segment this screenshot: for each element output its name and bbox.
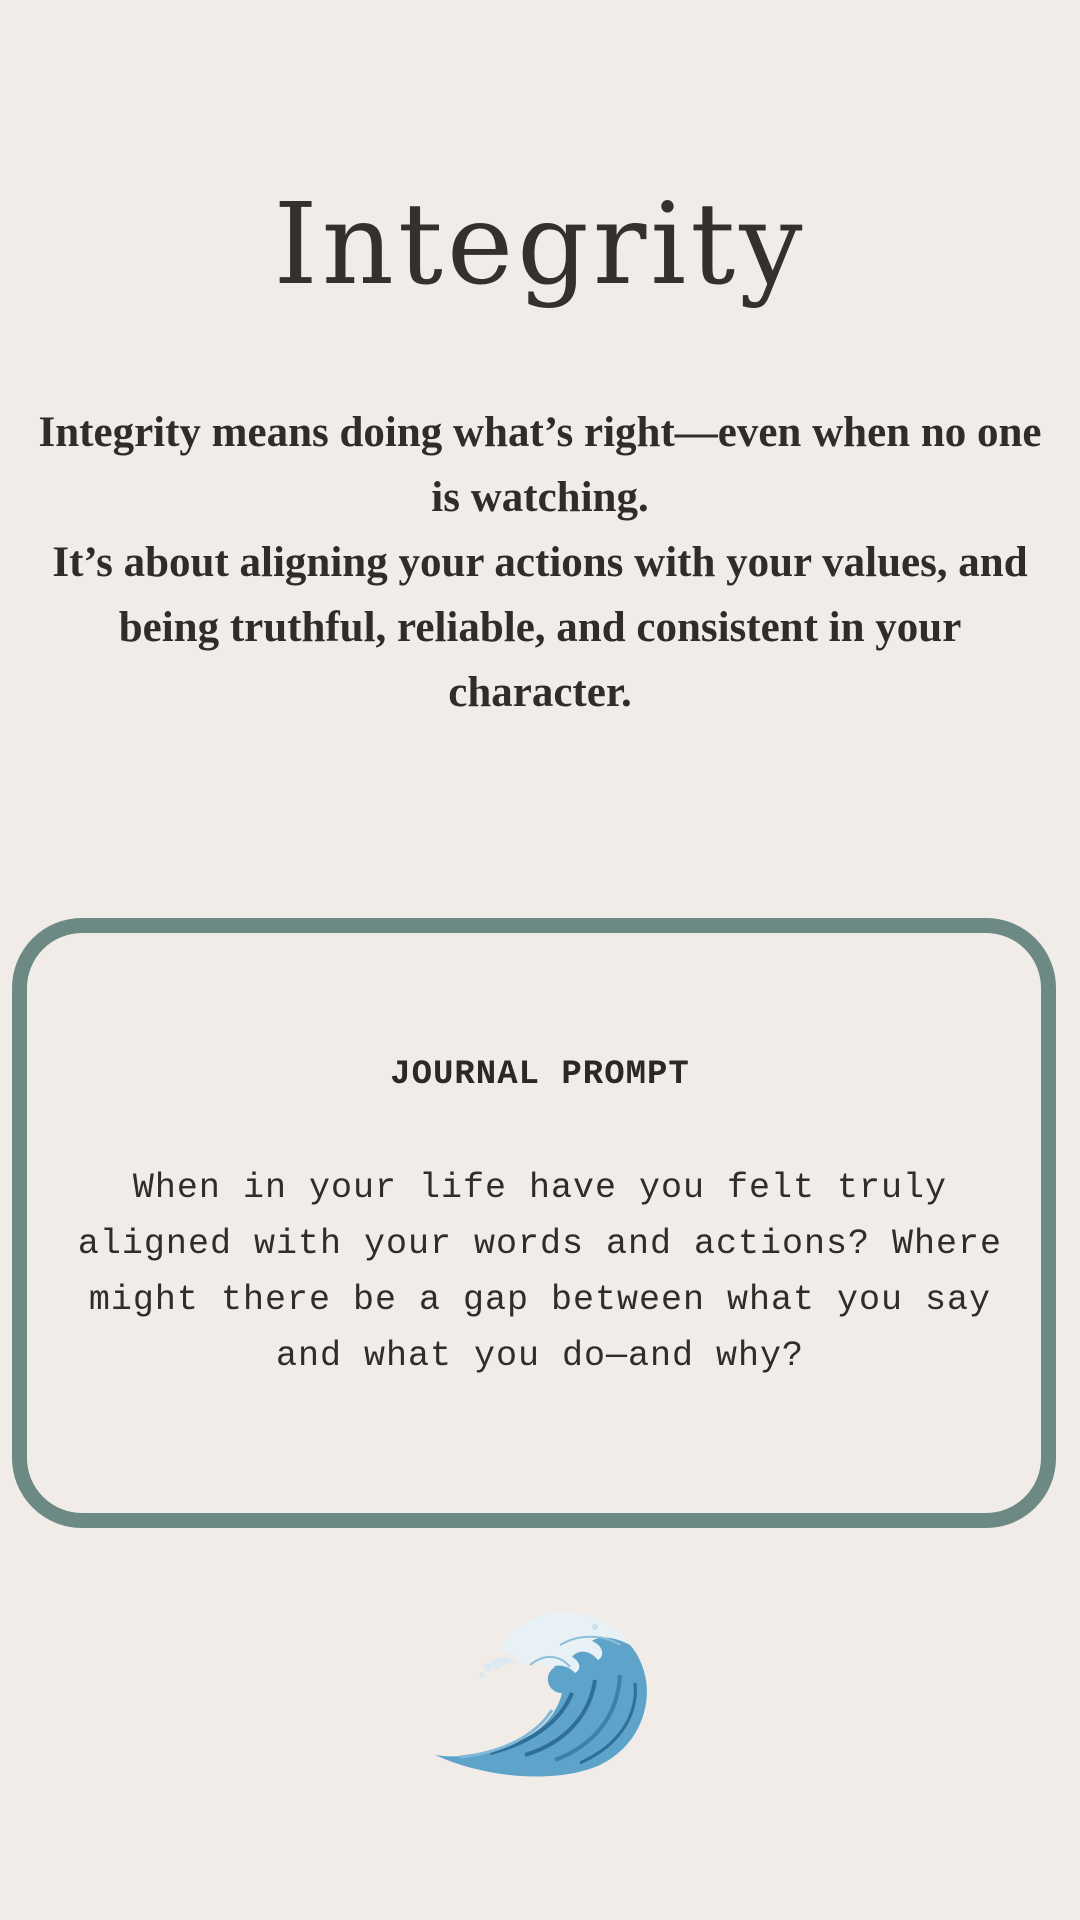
- wave-icon: [430, 1605, 650, 1785]
- journal-prompt-heading: JOURNAL PROMPT: [390, 1056, 690, 1094]
- page-title: Integrity: [273, 180, 807, 310]
- intro-line-2: It’s about aligning your actions with your values, and being truthful, reliable, and consistent in your character.: [52, 539, 1028, 716]
- intro-line-1: Integrity means doing what’s right—even when no one is watching.: [38, 409, 1042, 521]
- intro-text: [30, 400, 1050, 725]
- journal-prompt-text: When in your life have you felt truly aligned with your words and actions? Where might there be a gap between what you say and what you do—and why?: [77, 1168, 1003, 1376]
